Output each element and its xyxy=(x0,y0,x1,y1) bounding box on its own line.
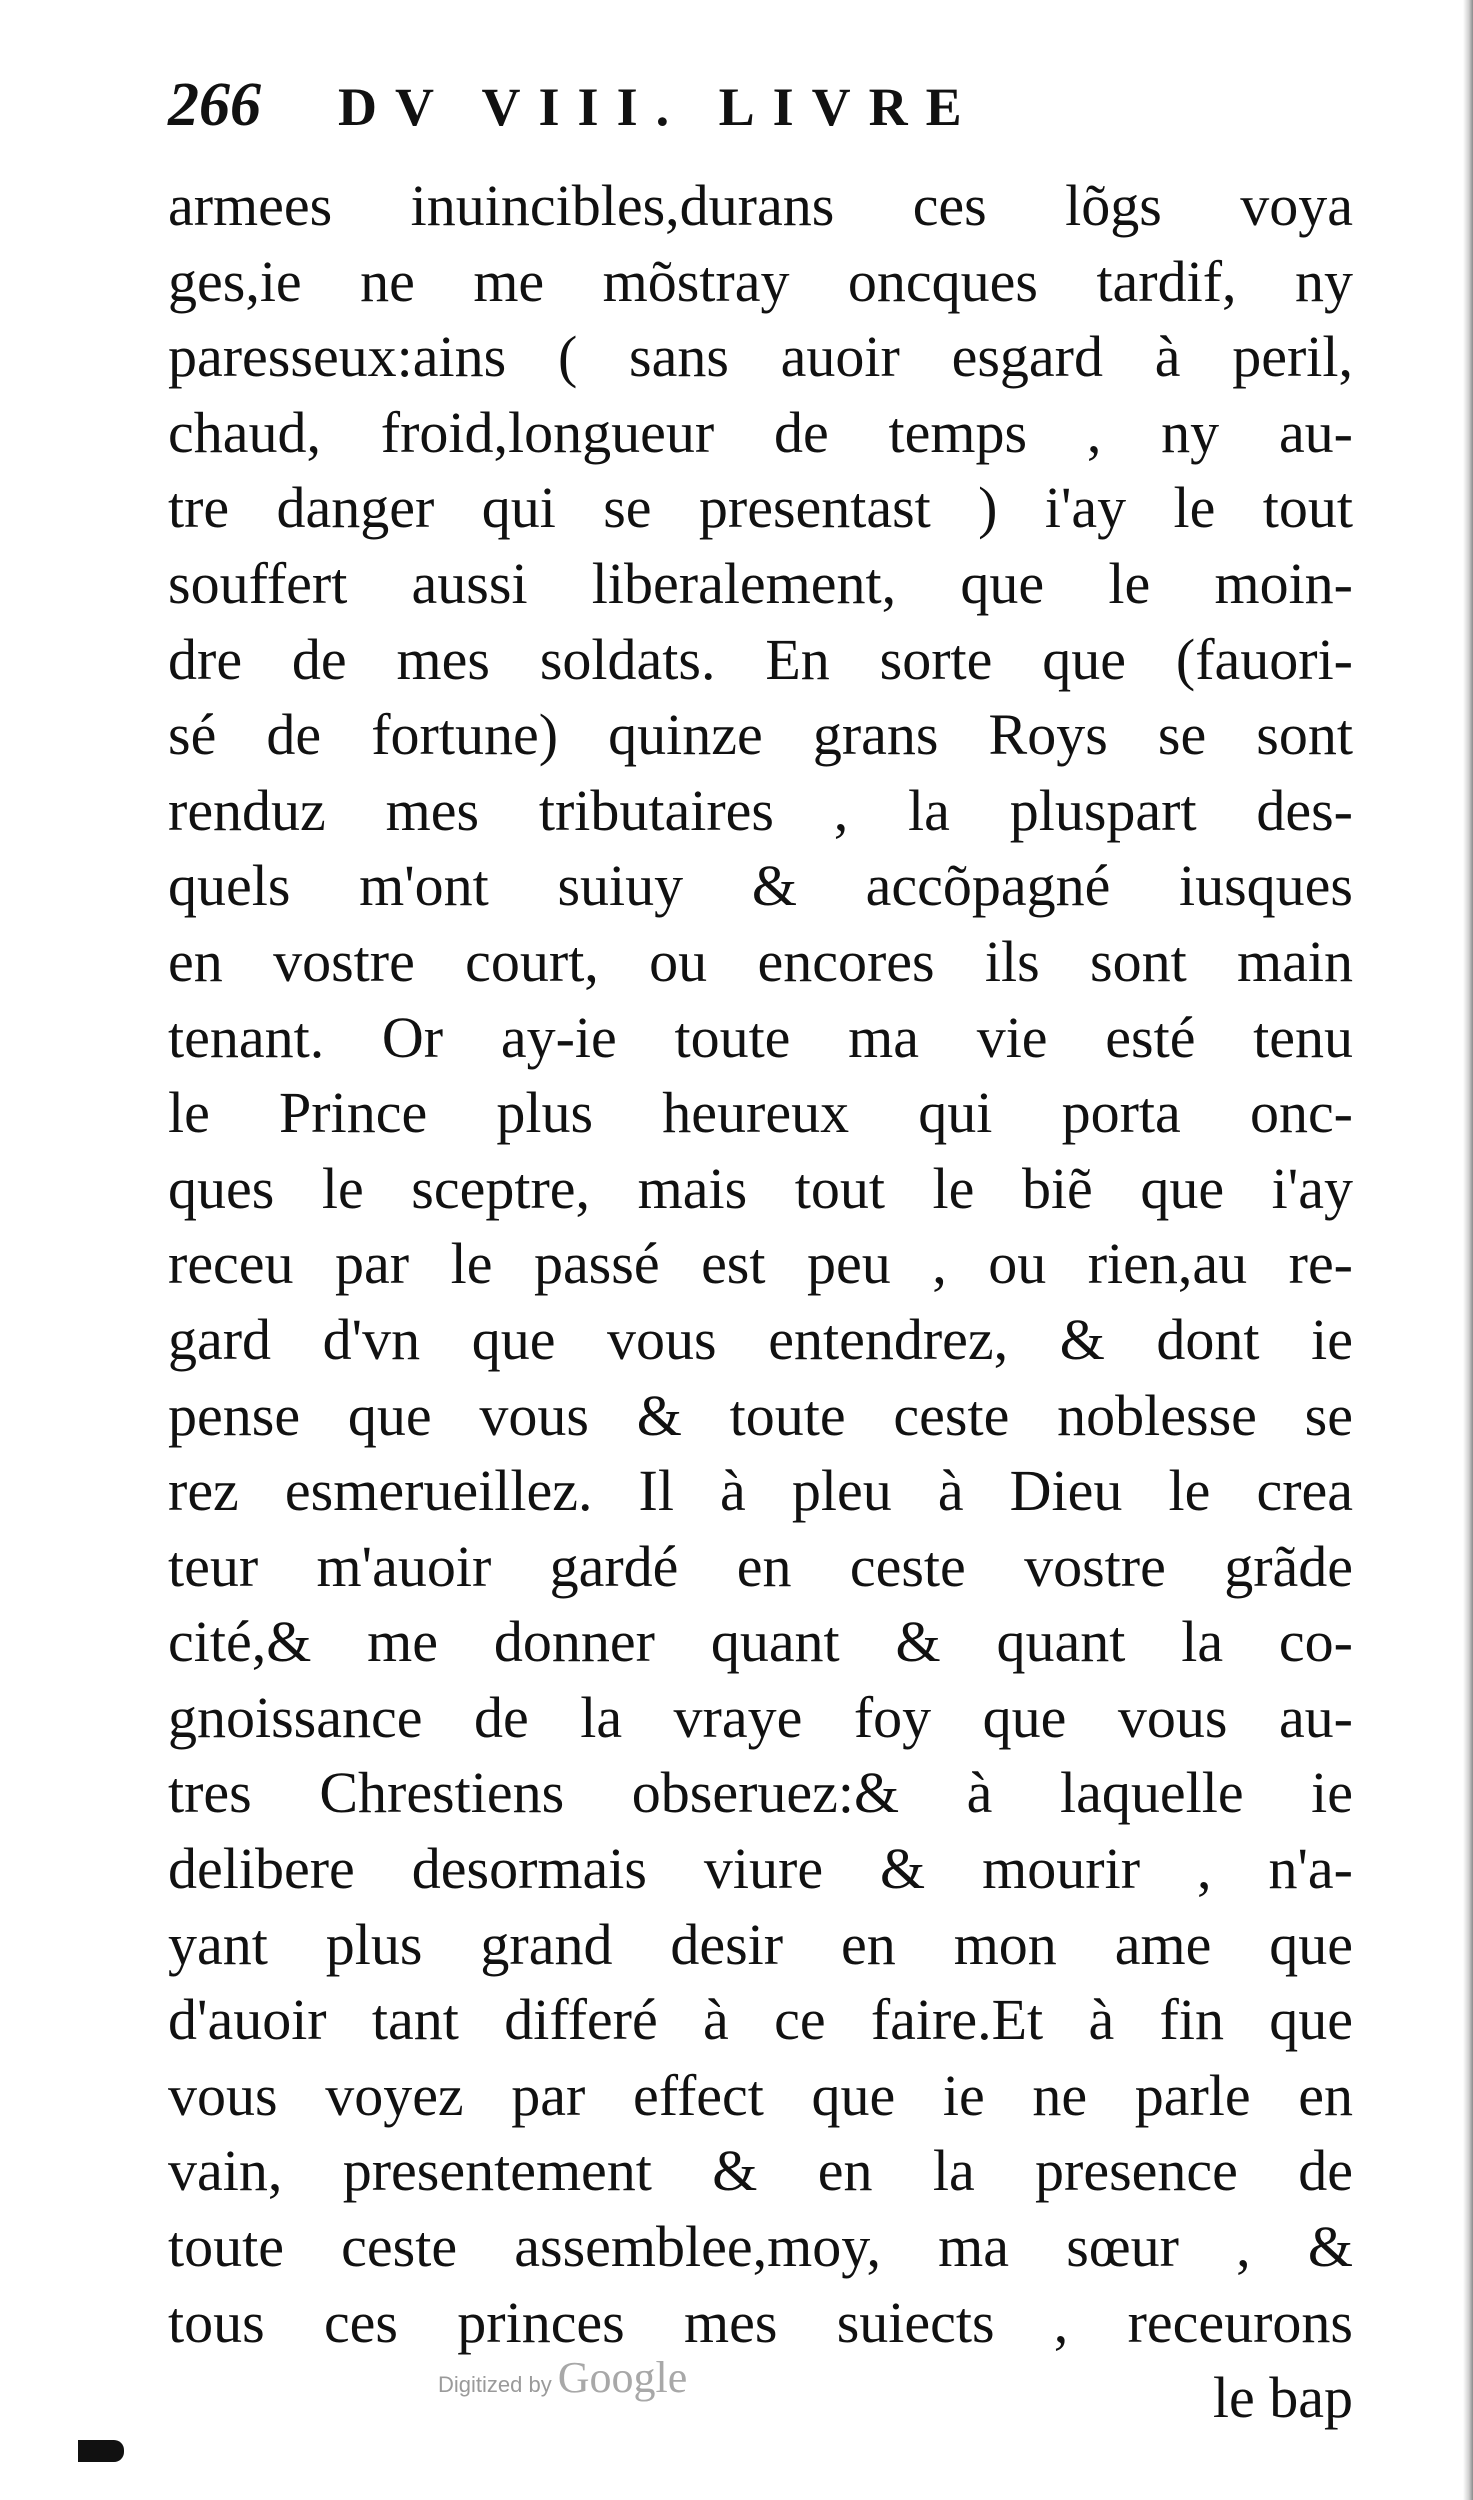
text-line: tous ces princes mes suiects , receurons xyxy=(168,2289,1353,2355)
text-line: tenant. Or ay-ie toute ma vie esté tenu xyxy=(168,1004,1353,1070)
text-line: tre danger qui se presentast ) i'ay le tout xyxy=(168,475,1353,541)
text-line: delibere desormais viure & mourir , n'a- xyxy=(168,1836,1353,1902)
text-line: tres Chrestiens obseruez:& à laquelle ie xyxy=(168,1760,1353,1826)
digitized-label: Digitized by xyxy=(438,2372,552,2397)
catchword: le bap xyxy=(1212,2365,1353,2431)
text-line: teur m'auoir gardé en ceste vostre grãde xyxy=(168,1533,1353,1599)
text-line: receu par le passé est peu , ou rien,au re- xyxy=(168,1231,1353,1297)
running-head: DV VIII. LIVRE xyxy=(338,77,980,137)
google-logo: Google xyxy=(557,2353,688,2402)
text-line: vous voyez par effect que ie ne parle en xyxy=(168,2062,1353,2128)
text-line: dre de mes soldats. En sorte que (fauori- xyxy=(168,626,1353,692)
text-line: cité,& me donner quant & quant la co- xyxy=(168,1609,1353,1675)
text-line: yant plus grand desir en mon ame que xyxy=(168,1911,1353,1977)
text-line: renduz mes tributaires , la pluspart des- xyxy=(168,777,1353,843)
text-line: en vostre court, ou encores ils sont main xyxy=(168,928,1353,994)
page-number: 266 xyxy=(168,71,261,139)
page-edge-shadow xyxy=(1463,0,1473,2500)
body-text xyxy=(168,168,1353,2436)
text-line: armees inuincibles,durans ces lõgs voya xyxy=(168,173,1353,238)
text-line: d'auoir tant differé à ce faire.Et à fin que xyxy=(168,1987,1353,2053)
digitized-watermark xyxy=(438,2352,687,2412)
text-line: sé de fortune) quinze grans Roys se sont xyxy=(168,702,1353,768)
text-line: gard d'vn que vous entendrez, & dont ie xyxy=(168,1306,1353,1372)
text-line: pense que vous & toute ceste noblesse se xyxy=(168,1382,1353,1448)
scan-marker-icon xyxy=(78,2440,124,2462)
text-line: chaud, froid,longueur de temps , ny au- xyxy=(168,399,1353,465)
text-line: ges,ie ne me mõstray oncques tardif, ny xyxy=(168,248,1353,314)
text-line: toute ceste assemblee,moy, ma sœur , & xyxy=(168,2214,1353,2280)
page-header xyxy=(168,70,1348,170)
text-line: souffert aussi liberalement, que le moin- xyxy=(168,550,1353,616)
text-line: gnoissance de la vraye foy que vous au- xyxy=(168,1684,1353,1750)
text-line: ques le sceptre, mais tout le biẽ que i'ay xyxy=(168,1155,1353,1221)
text-line: paresseux:ains ( sans auoir esgard à peril, xyxy=(168,324,1353,390)
text-line: vain, presentement & en la presence de xyxy=(168,2138,1353,2204)
text-line: quels m'ont suiuy & accõpagné iusques xyxy=(168,853,1353,919)
text-line: rez esmerueillez. Il à pleu à Dieu le crea xyxy=(168,1458,1353,1524)
text-line: le Prince plus heureux qui porta onc- xyxy=(168,1080,1353,1146)
